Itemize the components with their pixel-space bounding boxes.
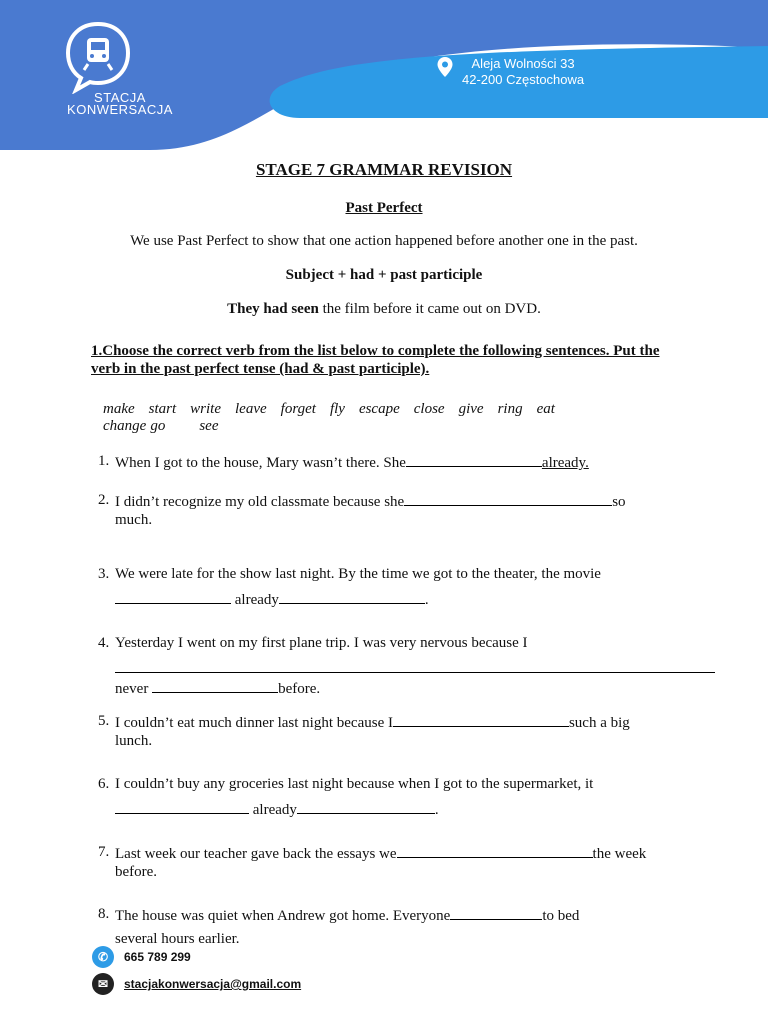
question-text: lunch. <box>115 733 153 749</box>
question-7 <box>98 843 718 881</box>
address <box>462 56 584 88</box>
question-text: several hours earlier. <box>115 931 240 947</box>
answer-blank[interactable] <box>404 491 612 506</box>
word: escape <box>358 401 400 417</box>
word: fly <box>329 401 345 417</box>
question-text: to bed <box>542 908 580 924</box>
question-text: so <box>612 494 626 510</box>
answer-blank[interactable] <box>297 799 435 814</box>
answer-blank[interactable] <box>406 452 542 467</box>
question-text: I couldn’t eat much dinner last night because I <box>115 715 393 731</box>
question-number: 4. <box>98 635 110 651</box>
word-bank <box>103 401 663 435</box>
question-text: already <box>234 592 279 608</box>
word-bank-line-2 <box>103 418 663 435</box>
word: go <box>150 418 166 434</box>
answer-blank[interactable] <box>450 905 542 920</box>
question-text: Last week our teacher gave back the essays we <box>115 846 397 862</box>
question-text: much. <box>115 512 153 528</box>
question-number: 5. <box>98 713 110 729</box>
example-rest: the film before it came out on DVD. <box>318 301 541 317</box>
question-1 <box>98 452 718 472</box>
question-number: 3. <box>98 566 110 582</box>
question-text: . <box>434 802 439 818</box>
word-bank-line-1 <box>103 401 663 418</box>
question-4 <box>98 634 718 698</box>
address-line-1: Aleja Wolności 33 <box>471 56 575 71</box>
phone-icon: ✆ <box>92 946 114 968</box>
phone-number[interactable]: 665 789 299 <box>124 950 191 964</box>
page-header <box>0 0 768 150</box>
word: start <box>148 401 177 417</box>
word: make <box>103 401 135 417</box>
example-bold: They had seen <box>227 301 319 317</box>
word: ring <box>497 401 523 417</box>
answer-blank[interactable] <box>152 678 278 693</box>
question-2 <box>98 491 718 529</box>
exercise-instruction: 1.Choose the correct verb from the list below to complete the following sentences. Put the verb in the past perfect tense (had & past participle). <box>91 343 660 377</box>
question-3 <box>98 565 718 609</box>
word: write <box>190 401 222 417</box>
address-line-2: 42-200 Częstochowa <box>462 72 585 87</box>
answer-blank[interactable] <box>397 843 593 858</box>
question-text: . <box>424 592 429 608</box>
question-number: 8. <box>98 906 110 922</box>
page-title: STAGE 7 GRAMMAR REVISION <box>255 160 513 179</box>
question-text: already <box>252 802 297 818</box>
answer-blank[interactable] <box>393 712 569 727</box>
word: leave <box>235 401 267 417</box>
grammar-formula: Subject + had + past participle <box>285 267 483 283</box>
question-number: 7. <box>98 844 110 860</box>
question-number: 2. <box>98 492 110 508</box>
answer-blank[interactable] <box>115 799 249 814</box>
word: give <box>458 401 484 417</box>
question-text: never <box>115 681 149 697</box>
question-5 <box>98 712 718 750</box>
contact-email <box>92 973 301 995</box>
question-text: I didn’t recognize my old classmate because she <box>115 494 405 510</box>
question-text: the week <box>592 846 647 862</box>
section-subtitle: Past Perfect <box>345 200 423 216</box>
email-link[interactable]: stacjakonwersacja@gmail.com <box>124 977 302 991</box>
answer-blank[interactable] <box>279 589 425 604</box>
question-text: I couldn’t buy any groceries last night because when I got to the supermarket, it <box>115 776 594 792</box>
contact-phone <box>92 946 191 968</box>
question-text: The house was quiet when Andrew got home. Everyone <box>115 908 451 924</box>
question-text: When I got to the house, Mary wasn’t there. She <box>115 455 406 471</box>
question-text: before. <box>278 681 321 697</box>
word: close <box>413 401 445 417</box>
answer-blank[interactable] <box>115 658 715 673</box>
answer-blank[interactable] <box>115 589 231 604</box>
question-number: 6. <box>98 776 110 792</box>
word: see <box>199 418 219 434</box>
question-text: before. <box>115 864 158 880</box>
question-text: Yesterday I went on my first plane trip. I was very nervous because I <box>115 635 528 651</box>
word: forget <box>280 401 316 417</box>
word: eat <box>536 401 555 417</box>
email-icon: ✉ <box>92 973 114 995</box>
logo-bubble-icon <box>62 20 134 94</box>
question-8 <box>98 905 718 948</box>
question-text: already. <box>541 455 589 471</box>
word: change <box>103 418 147 434</box>
question-text: We were late for the show last night. By the time we got to the theater, the movie <box>115 566 601 582</box>
brand-name: STACJA KONWERSACJA <box>67 90 173 117</box>
question-number: 1. <box>98 453 110 469</box>
example-sentence <box>0 301 768 318</box>
intro-text: We use Past Perfect to show that one action happened before another one in the past. <box>130 233 638 249</box>
question-6 <box>98 775 718 819</box>
question-text: such a big <box>568 715 630 731</box>
